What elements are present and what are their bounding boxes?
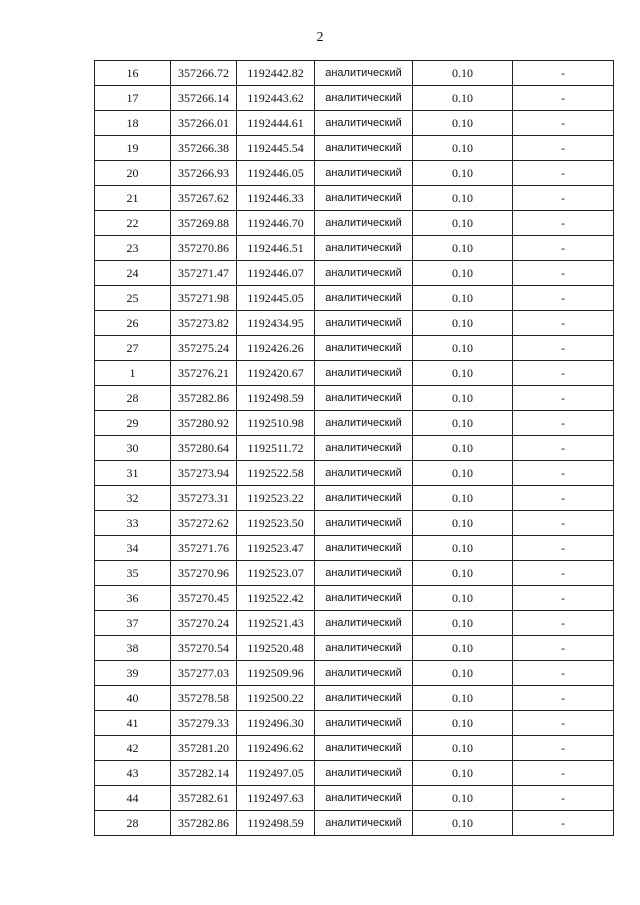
table-row (95, 261, 614, 286)
method-cell: аналитический (315, 136, 413, 161)
method-cell: аналитический (315, 411, 413, 436)
y-coordinate-cell: 1192445.54 (237, 136, 315, 161)
x-coordinate-cell: 357270.86 (171, 236, 237, 261)
point-number-cell: 41 (95, 711, 171, 736)
table-row (95, 636, 614, 661)
table-row (95, 361, 614, 386)
x-coordinate-cell: 357266.93 (171, 161, 237, 186)
table-row (95, 461, 614, 486)
method-cell: аналитический (315, 811, 413, 836)
y-coordinate-cell: 1192446.70 (237, 211, 315, 236)
point-number-cell: 36 (95, 586, 171, 611)
note-cell: - (513, 161, 614, 186)
point-number-cell: 31 (95, 461, 171, 486)
note-cell: - (513, 611, 614, 636)
y-coordinate-cell: 1192420.67 (237, 361, 315, 386)
point-number-cell: 18 (95, 111, 171, 136)
table-row (95, 736, 614, 761)
y-coordinate-cell: 1192434.95 (237, 311, 315, 336)
note-cell: - (513, 261, 614, 286)
x-coordinate-cell: 357266.01 (171, 111, 237, 136)
method-cell: аналитический (315, 636, 413, 661)
method-cell: аналитический (315, 611, 413, 636)
note-cell: - (513, 286, 614, 311)
point-number-cell: 21 (95, 186, 171, 211)
method-cell: аналитический (315, 561, 413, 586)
table-row (95, 211, 614, 236)
accuracy-cell: 0.10 (413, 86, 513, 111)
x-coordinate-cell: 357276.21 (171, 361, 237, 386)
y-coordinate-cell: 1192426.26 (237, 336, 315, 361)
method-cell: аналитический (315, 786, 413, 811)
note-cell: - (513, 361, 614, 386)
method-cell: аналитический (315, 61, 413, 86)
table-row (95, 661, 614, 686)
x-coordinate-cell: 357266.14 (171, 86, 237, 111)
note-cell: - (513, 411, 614, 436)
point-number-cell: 25 (95, 286, 171, 311)
point-number-cell: 43 (95, 761, 171, 786)
point-number-cell: 19 (95, 136, 171, 161)
x-coordinate-cell: 357273.31 (171, 486, 237, 511)
note-cell: - (513, 311, 614, 336)
accuracy-cell: 0.10 (413, 561, 513, 586)
method-cell: аналитический (315, 286, 413, 311)
y-coordinate-cell: 1192444.61 (237, 111, 315, 136)
x-coordinate-cell: 357282.86 (171, 811, 237, 836)
point-number-cell: 29 (95, 411, 171, 436)
note-cell: - (513, 386, 614, 411)
accuracy-cell: 0.10 (413, 486, 513, 511)
coordinates-table (94, 60, 614, 836)
note-cell: - (513, 786, 614, 811)
note-cell: - (513, 511, 614, 536)
y-coordinate-cell: 1192523.50 (237, 511, 315, 536)
x-coordinate-cell: 357270.24 (171, 611, 237, 636)
method-cell: аналитический (315, 386, 413, 411)
table-row (95, 136, 614, 161)
accuracy-cell: 0.10 (413, 711, 513, 736)
point-number-cell: 27 (95, 336, 171, 361)
point-number-cell: 16 (95, 61, 171, 86)
note-cell: - (513, 111, 614, 136)
method-cell: аналитический (315, 536, 413, 561)
method-cell: аналитический (315, 186, 413, 211)
accuracy-cell: 0.10 (413, 386, 513, 411)
x-coordinate-cell: 357271.47 (171, 261, 237, 286)
method-cell: аналитический (315, 761, 413, 786)
note-cell: - (513, 236, 614, 261)
table-row (95, 61, 614, 86)
point-number-cell: 1 (95, 361, 171, 386)
x-coordinate-cell: 357270.45 (171, 586, 237, 611)
accuracy-cell: 0.10 (413, 261, 513, 286)
accuracy-cell: 0.10 (413, 786, 513, 811)
table-row (95, 236, 614, 261)
x-coordinate-cell: 357266.72 (171, 61, 237, 86)
accuracy-cell: 0.10 (413, 436, 513, 461)
accuracy-cell: 0.10 (413, 511, 513, 536)
point-number-cell: 37 (95, 611, 171, 636)
note-cell: - (513, 461, 614, 486)
y-coordinate-cell: 1192509.96 (237, 661, 315, 686)
x-coordinate-cell: 357280.92 (171, 411, 237, 436)
table-row (95, 186, 614, 211)
y-coordinate-cell: 1192522.58 (237, 461, 315, 486)
y-coordinate-cell: 1192522.42 (237, 586, 315, 611)
y-coordinate-cell: 1192498.59 (237, 386, 315, 411)
note-cell: - (513, 686, 614, 711)
method-cell: аналитический (315, 511, 413, 536)
y-coordinate-cell: 1192510.98 (237, 411, 315, 436)
y-coordinate-cell: 1192446.51 (237, 236, 315, 261)
note-cell: - (513, 736, 614, 761)
accuracy-cell: 0.10 (413, 736, 513, 761)
x-coordinate-cell: 357277.03 (171, 661, 237, 686)
x-coordinate-cell: 357275.24 (171, 336, 237, 361)
accuracy-cell: 0.10 (413, 686, 513, 711)
accuracy-cell: 0.10 (413, 361, 513, 386)
point-number-cell: 39 (95, 661, 171, 686)
accuracy-cell: 0.10 (413, 311, 513, 336)
point-number-cell: 33 (95, 511, 171, 536)
table-row (95, 286, 614, 311)
accuracy-cell: 0.10 (413, 186, 513, 211)
accuracy-cell: 0.10 (413, 461, 513, 486)
x-coordinate-cell: 357267.62 (171, 186, 237, 211)
table-row (95, 786, 614, 811)
method-cell: аналитический (315, 486, 413, 511)
table-row (95, 336, 614, 361)
table-row (95, 686, 614, 711)
y-coordinate-cell: 1192496.62 (237, 736, 315, 761)
method-cell: аналитический (315, 211, 413, 236)
method-cell: аналитический (315, 686, 413, 711)
table-row (95, 161, 614, 186)
table-row (95, 111, 614, 136)
method-cell: аналитический (315, 661, 413, 686)
point-number-cell: 23 (95, 236, 171, 261)
accuracy-cell: 0.10 (413, 136, 513, 161)
table-row (95, 486, 614, 511)
accuracy-cell: 0.10 (413, 811, 513, 836)
x-coordinate-cell: 357272.62 (171, 511, 237, 536)
point-number-cell: 40 (95, 686, 171, 711)
accuracy-cell: 0.10 (413, 536, 513, 561)
x-coordinate-cell: 357271.98 (171, 286, 237, 311)
method-cell: аналитический (315, 236, 413, 261)
table-row (95, 561, 614, 586)
note-cell: - (513, 811, 614, 836)
note-cell: - (513, 486, 614, 511)
note-cell: - (513, 561, 614, 586)
accuracy-cell: 0.10 (413, 661, 513, 686)
note-cell: - (513, 711, 614, 736)
method-cell: аналитический (315, 361, 413, 386)
point-number-cell: 30 (95, 436, 171, 461)
note-cell: - (513, 211, 614, 236)
note-cell: - (513, 636, 614, 661)
method-cell: аналитический (315, 711, 413, 736)
method-cell: аналитический (315, 311, 413, 336)
y-coordinate-cell: 1192498.59 (237, 811, 315, 836)
method-cell: аналитический (315, 586, 413, 611)
x-coordinate-cell: 357270.96 (171, 561, 237, 586)
accuracy-cell: 0.10 (413, 236, 513, 261)
point-number-cell: 34 (95, 536, 171, 561)
x-coordinate-cell: 357270.54 (171, 636, 237, 661)
x-coordinate-cell: 357269.88 (171, 211, 237, 236)
y-coordinate-cell: 1192523.47 (237, 536, 315, 561)
y-coordinate-cell: 1192446.33 (237, 186, 315, 211)
note-cell: - (513, 136, 614, 161)
y-coordinate-cell: 1192497.05 (237, 761, 315, 786)
point-number-cell: 26 (95, 311, 171, 336)
accuracy-cell: 0.10 (413, 411, 513, 436)
accuracy-cell: 0.10 (413, 211, 513, 236)
note-cell: - (513, 761, 614, 786)
note-cell: - (513, 436, 614, 461)
y-coordinate-cell: 1192446.05 (237, 161, 315, 186)
point-number-cell: 35 (95, 561, 171, 586)
method-cell: аналитический (315, 461, 413, 486)
method-cell: аналитический (315, 336, 413, 361)
note-cell: - (513, 586, 614, 611)
method-cell: аналитический (315, 161, 413, 186)
x-coordinate-cell: 357282.86 (171, 386, 237, 411)
note-cell: - (513, 661, 614, 686)
y-coordinate-cell: 1192523.07 (237, 561, 315, 586)
y-coordinate-cell: 1192511.72 (237, 436, 315, 461)
accuracy-cell: 0.10 (413, 611, 513, 636)
note-cell: - (513, 536, 614, 561)
method-cell: аналитический (315, 736, 413, 761)
table-row (95, 611, 614, 636)
y-coordinate-cell: 1192497.63 (237, 786, 315, 811)
point-number-cell: 17 (95, 86, 171, 111)
y-coordinate-cell: 1192496.30 (237, 711, 315, 736)
method-cell: аналитический (315, 111, 413, 136)
note-cell: - (513, 336, 614, 361)
point-number-cell: 24 (95, 261, 171, 286)
accuracy-cell: 0.10 (413, 636, 513, 661)
point-number-cell: 22 (95, 211, 171, 236)
point-number-cell: 20 (95, 161, 171, 186)
x-coordinate-cell: 357266.38 (171, 136, 237, 161)
note-cell: - (513, 186, 614, 211)
y-coordinate-cell: 1192523.22 (237, 486, 315, 511)
x-coordinate-cell: 357273.94 (171, 461, 237, 486)
accuracy-cell: 0.10 (413, 761, 513, 786)
accuracy-cell: 0.10 (413, 586, 513, 611)
accuracy-cell: 0.10 (413, 111, 513, 136)
x-coordinate-cell: 357282.61 (171, 786, 237, 811)
point-number-cell: 42 (95, 736, 171, 761)
x-coordinate-cell: 357278.58 (171, 686, 237, 711)
y-coordinate-cell: 1192442.82 (237, 61, 315, 86)
x-coordinate-cell: 357281.20 (171, 736, 237, 761)
point-number-cell: 28 (95, 386, 171, 411)
point-number-cell: 28 (95, 811, 171, 836)
x-coordinate-cell: 357280.64 (171, 436, 237, 461)
table-row (95, 586, 614, 611)
point-number-cell: 44 (95, 786, 171, 811)
table-row (95, 811, 614, 836)
table-row (95, 511, 614, 536)
x-coordinate-cell: 357282.14 (171, 761, 237, 786)
note-cell: - (513, 86, 614, 111)
y-coordinate-cell: 1192520.48 (237, 636, 315, 661)
table-row (95, 386, 614, 411)
method-cell: аналитический (315, 261, 413, 286)
x-coordinate-cell: 357279.33 (171, 711, 237, 736)
note-cell: - (513, 61, 614, 86)
table-row (95, 436, 614, 461)
accuracy-cell: 0.10 (413, 286, 513, 311)
table-row (95, 86, 614, 111)
accuracy-cell: 0.10 (413, 61, 513, 86)
accuracy-cell: 0.10 (413, 161, 513, 186)
coordinates-table-body (95, 61, 614, 836)
table-row (95, 761, 614, 786)
method-cell: аналитический (315, 436, 413, 461)
x-coordinate-cell: 357271.76 (171, 536, 237, 561)
y-coordinate-cell: 1192500.22 (237, 686, 315, 711)
page-number: 2 (316, 30, 324, 45)
y-coordinate-cell: 1192521.43 (237, 611, 315, 636)
method-cell: аналитический (315, 86, 413, 111)
x-coordinate-cell: 357273.82 (171, 311, 237, 336)
point-number-cell: 32 (95, 486, 171, 511)
y-coordinate-cell: 1192446.07 (237, 261, 315, 286)
y-coordinate-cell: 1192445.05 (237, 286, 315, 311)
point-number-cell: 38 (95, 636, 171, 661)
accuracy-cell: 0.10 (413, 336, 513, 361)
table-row (95, 411, 614, 436)
y-coordinate-cell: 1192443.62 (237, 86, 315, 111)
table-row (95, 536, 614, 561)
table-row (95, 311, 614, 336)
table-row (95, 711, 614, 736)
